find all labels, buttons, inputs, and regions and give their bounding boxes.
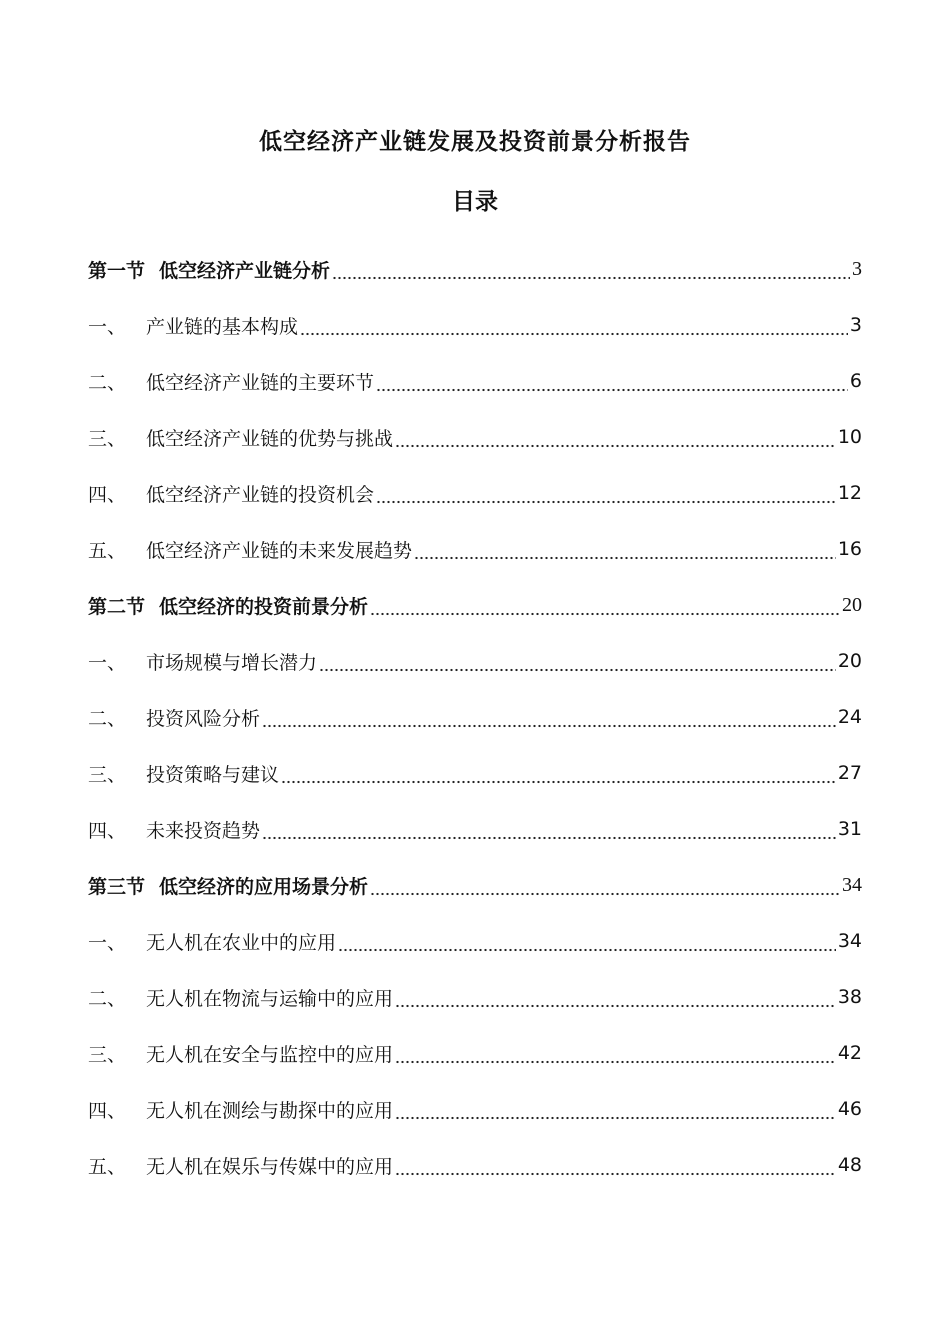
toc-entry-label: 无人机在农业中的应用: [146, 931, 337, 954]
toc-dot-leader: [300, 332, 848, 336]
toc-entry-label: 低空经济的应用场景分析: [159, 875, 369, 898]
toc-item-entry[interactable]: [88, 1137, 862, 1193]
toc-item-entry[interactable]: [88, 465, 862, 521]
toc-dot-leader: [376, 500, 836, 504]
toc-dot-leader: [395, 1116, 836, 1120]
toc-dot-leader: [376, 388, 848, 392]
toc-item-entry[interactable]: [88, 409, 862, 465]
toc-item-entry[interactable]: [88, 353, 862, 409]
toc-entry-page-number: 3: [852, 257, 862, 280]
toc-item-entry[interactable]: [88, 297, 862, 353]
toc-entry-label: 低空经济产业链的优势与挑战: [146, 427, 394, 450]
toc-entry-page-number: 27: [837, 762, 862, 784]
toc-dot-leader: [395, 1172, 836, 1176]
table-of-contents: [88, 241, 862, 1193]
toc-entry-page-number: 16: [837, 538, 862, 560]
toc-entry-page-number: 3: [849, 314, 862, 336]
toc-entry-number: 第二节: [88, 595, 146, 618]
toc-entry-number: 第三节: [88, 875, 146, 898]
toc-item-entry[interactable]: [88, 689, 862, 745]
toc-entry-number: 二、: [88, 371, 127, 394]
toc-entry-page-number: 20: [842, 593, 862, 616]
toc-entry-number: 三、: [88, 1043, 127, 1066]
toc-entry-label: 无人机在物流与运输中的应用: [146, 987, 394, 1010]
toc-dot-leader: [262, 836, 836, 840]
toc-entry-number: 五、: [88, 539, 127, 562]
toc-entry-label: 低空经济产业链分析: [159, 259, 331, 282]
toc-entry-page-number: 42: [837, 1042, 862, 1064]
toc-entry-number: 第一节: [88, 259, 146, 282]
toc-dot-leader: [395, 444, 836, 448]
toc-entry-number: 五、: [88, 1155, 127, 1178]
toc-item-entry[interactable]: [88, 521, 862, 577]
toc-item-entry[interactable]: [88, 969, 862, 1025]
toc-entry-label: 投资风险分析: [146, 707, 261, 730]
toc-dot-leader: [370, 612, 840, 616]
toc-dot-leader: [370, 892, 840, 896]
toc-item-entry[interactable]: [88, 745, 862, 801]
toc-entry-label: 低空经济产业链的主要环节: [146, 371, 375, 394]
toc-item-entry[interactable]: [88, 801, 862, 857]
toc-entry-label: 低空经济产业链的投资机会: [146, 483, 375, 506]
toc-entry-page-number: 34: [837, 930, 862, 952]
toc-entry-label: 未来投资趋势: [146, 819, 261, 842]
toc-dot-leader: [395, 1004, 836, 1008]
toc-dot-leader: [319, 668, 836, 672]
toc-entry-page-number: 46: [837, 1098, 862, 1120]
toc-heading: 目录: [452, 189, 498, 215]
toc-section-entry[interactable]: [88, 857, 862, 913]
toc-entry-label: 无人机在娱乐与传媒中的应用: [146, 1155, 394, 1178]
toc-dot-leader: [338, 948, 836, 952]
toc-item-entry[interactable]: [88, 1025, 862, 1081]
toc-entry-number: 三、: [88, 427, 127, 450]
toc-entry-label: 投资策略与建议: [146, 763, 280, 786]
toc-entry-number: 一、: [88, 651, 127, 674]
toc-section-entry[interactable]: [88, 577, 862, 633]
toc-entry-label: 无人机在安全与监控中的应用: [146, 1043, 394, 1066]
toc-entry-label: 低空经济的投资前景分析: [159, 595, 369, 618]
document-title: 低空经济产业链发展及投资前景分析报告: [259, 129, 691, 155]
toc-entry-number: 四、: [88, 483, 127, 506]
toc-entry-number: 四、: [88, 819, 127, 842]
toc-entry-page-number: 20: [837, 650, 862, 672]
toc-entry-number: 四、: [88, 1099, 127, 1122]
toc-entry-page-number: 24: [837, 706, 862, 728]
toc-item-entry[interactable]: [88, 1081, 862, 1137]
toc-entry-label: 产业链的基本构成: [146, 315, 299, 338]
toc-entry-page-number: 6: [849, 370, 862, 392]
toc-entry-number: 一、: [88, 931, 127, 954]
toc-entry-number: 二、: [88, 987, 127, 1010]
toc-entry-number: 二、: [88, 707, 127, 730]
toc-entry-label: 市场规模与增长潜力: [146, 651, 318, 674]
toc-entry-number: 一、: [88, 315, 127, 338]
toc-entry-page-number: 31: [837, 818, 862, 840]
toc-item-entry[interactable]: [88, 633, 862, 689]
toc-dot-leader: [332, 276, 850, 280]
toc-section-entry[interactable]: [88, 241, 862, 297]
toc-entry-page-number: 10: [837, 426, 862, 448]
toc-dot-leader: [281, 780, 836, 784]
toc-entry-label: 无人机在测绘与勘探中的应用: [146, 1099, 394, 1122]
toc-entry-page-number: 38: [837, 986, 862, 1008]
toc-dot-leader: [395, 1060, 836, 1064]
toc-entry-page-number: 34: [842, 873, 862, 896]
toc-entry-number: 三、: [88, 763, 127, 786]
toc-dot-leader: [262, 724, 836, 728]
toc-entry-page-number: 12: [837, 482, 862, 504]
toc-entry-page-number: 48: [837, 1154, 862, 1176]
toc-dot-leader: [414, 556, 836, 560]
toc-entry-label: 低空经济产业链的未来发展趋势: [146, 539, 413, 562]
toc-item-entry[interactable]: [88, 913, 862, 969]
